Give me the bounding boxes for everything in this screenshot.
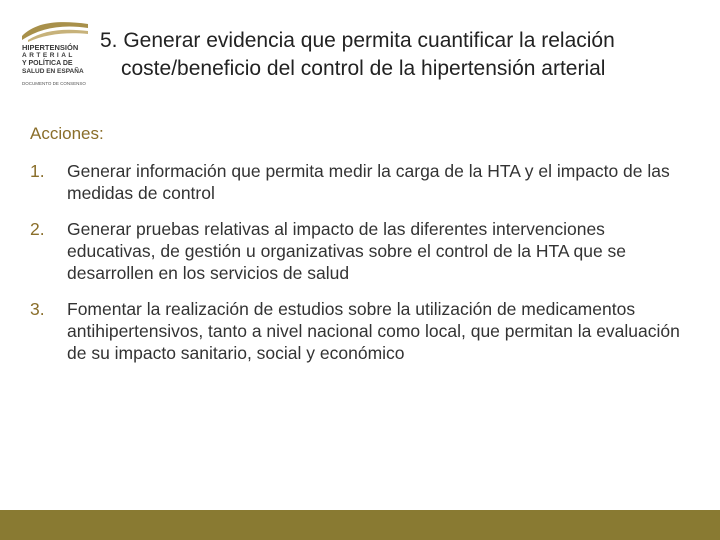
slide-title-line-1: 5. Generar evidencia que permita cuantificar la relación xyxy=(100,29,615,52)
list-item-text: Generar pruebas relativas al impacto de las diferentes intervenciones educativas, de gestión u organizativas sobre el control de la HTA que se desarrollen en los servicios de salud xyxy=(67,219,627,283)
slide-title xyxy=(100,27,700,83)
section-label: Acciones: xyxy=(30,124,104,143)
list-item-number: 2. xyxy=(30,219,45,239)
list-item xyxy=(30,160,690,204)
logo-text-line-4: SALUD EN ESPAÑA xyxy=(22,68,84,75)
logo-text-line-5: DOCUMENTO DE CONSENSO xyxy=(22,81,86,86)
list-item xyxy=(30,298,690,364)
logo-text-line-3: Y POLÍTICA DE xyxy=(22,60,73,67)
list-item-number: 3. xyxy=(30,299,45,319)
list-item xyxy=(30,218,690,284)
action-list xyxy=(30,160,690,378)
logo-text-line-2: ARTERIAL xyxy=(22,52,75,59)
footer-bar xyxy=(0,510,720,540)
slide-title-line-2: coste/beneficio del control de la hipertensión arterial xyxy=(121,57,606,80)
list-item-text: Generar información que permita medir la carga de la HTA y el impacto de las medidas de control xyxy=(67,161,670,203)
logo-text-line-1: HIPERTENSIÓN xyxy=(22,43,79,52)
logo-wave-icon xyxy=(18,18,90,44)
list-item-number: 1. xyxy=(30,161,45,181)
list-item-text: Fomentar la realización de estudios sobre la utilización de medicamentos antihipertensivos, tanto a nivel nacional como local, que permitan la evaluación de su impacto sanitario, social y económico xyxy=(67,299,680,363)
logo xyxy=(18,18,90,96)
